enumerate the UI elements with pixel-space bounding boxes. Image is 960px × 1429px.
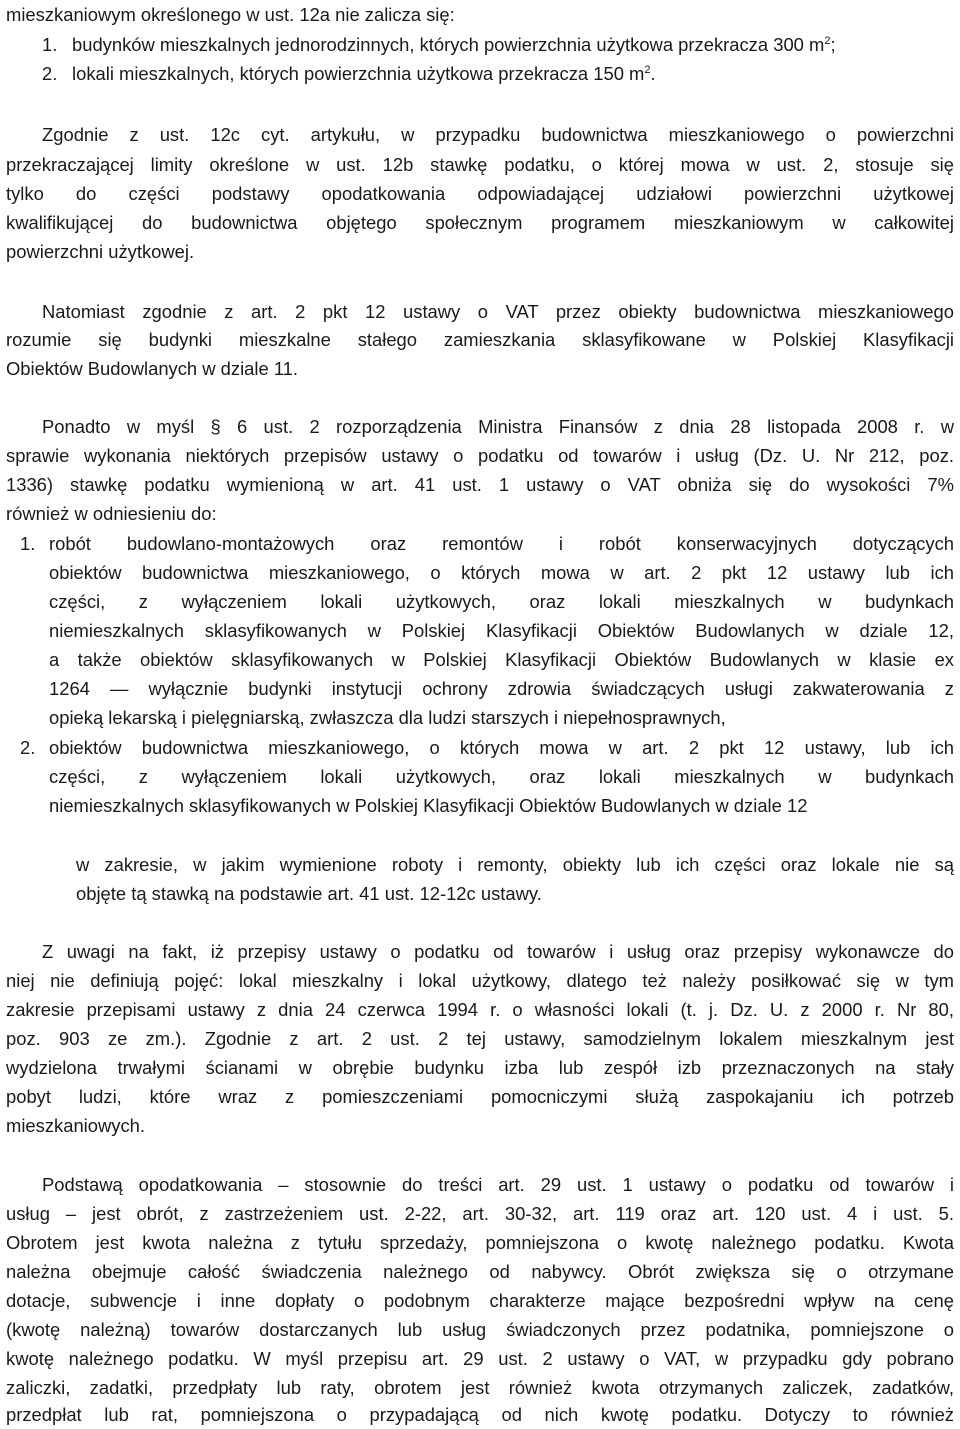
paragraph-line: Obiektów Budowlanych w dziale 11. bbox=[6, 358, 299, 379]
paragraph-line: również w odniesieniu do: bbox=[6, 503, 217, 524]
paragraph-line: niej nie definiują pojęć: lokal mieszkalny i lokal użytkowy, dlatego też należy posiłkować się w tym bbox=[6, 970, 954, 991]
paragraph-line: mieszkaniowych. bbox=[6, 1115, 145, 1136]
paragraph-line: przekraczającej limity określone w ust. 12b stawkę podatku, o której mowa w ust. 2, stosuje się bbox=[6, 154, 954, 175]
list-item-line: części, z wyłączeniem lokali użytkowych, oraz lokali mieszkalnych w budynkach bbox=[49, 591, 954, 612]
list-item-text: lokali mieszkalnych, których powierzchnia użytkowa przekracza 150 m bbox=[72, 63, 645, 84]
paragraph-line: objęte tą stawką na podstawie art. 41 ust. 12-12c ustawy. bbox=[76, 883, 542, 904]
paragraph-line: Ponadto w myśl § 6 ust. 2 rozporządzenia Ministra Finansów z dnia 28 listopada 2008 r. w bbox=[42, 416, 954, 437]
superscript: 2 bbox=[644, 63, 651, 76]
paragraph-line: Z uwagi na fakt, iż przepisy ustawy o podatku od towarów i usług oraz przepisy wykonawcze do bbox=[42, 941, 954, 962]
paragraph-line: 1336) stawkę podatku wymienioną w art. 41 ust. 1 ustawy o VAT obniża się do wysokości 7% bbox=[6, 474, 954, 495]
paragraph-line: usług – jest obrót, z zastrzeżeniem ust. 2-22, art. 30-32, art. 119 oraz art. 120 ust. 4 i ust. 5. bbox=[6, 1203, 954, 1224]
list-item-line: a także obiektów sklasyfikowanych w Polskiej Klasyfikacji Obiektów Budowlanych w klasie ex bbox=[49, 649, 954, 670]
paragraph-line: dotacje, subwencje i inne dopłaty o podobnym charakterze mające bezpośredni wpływ na cenę bbox=[6, 1290, 954, 1311]
list-item-line: robót budowlano-montażowych oraz remontów i robót konserwacyjnych dotyczących bbox=[49, 533, 954, 554]
list-item-tail: ; bbox=[830, 34, 836, 55]
list-number: 1. bbox=[42, 34, 58, 55]
list-item bbox=[42, 59, 954, 88]
paragraph-line: powierzchni użytkowej. bbox=[6, 241, 195, 262]
paragraph-line: należna obejmuje całość świadczenia należnego od nabywcy. Obrót zwiększa się o otrzymane bbox=[6, 1261, 954, 1282]
paragraph-line: (kwotę należną) towarów dostarczanych lub usług świadczonych przez podatnika, pomniejszone o bbox=[6, 1319, 954, 1340]
text-line: mieszkaniowym określonego w ust. 12a nie zalicza się: bbox=[6, 4, 455, 25]
paragraph-line: Obrotem jest kwota należna z tytułu sprzedaży, pomniejszona o kwotę należnego podatku. Kwota bbox=[6, 1232, 954, 1253]
paragraph-line: rozumie się budynki mieszkalne stałego zamieszkania sklasyfikowane w Polskiej Klasyfikacji bbox=[6, 329, 954, 350]
paragraph-line: tylko do części podstawy opodatkowania odpowiadającej udziałowi powierzchni użytkowej bbox=[6, 183, 954, 204]
paragraph-line: wydzielona trwałymi ścianami w obrębie budynku izba lub zespół izb przeznaczonych na stały bbox=[6, 1057, 954, 1078]
list-item-line: obiektów budownictwa mieszkaniowego, o których mowa w art. 2 pkt 12 ustawy, lub ich bbox=[49, 737, 954, 758]
list-item-line: 1264 — wyłącznie budynki instytucji ochrony zdrowia świadczących usługi zakwaterowania z bbox=[49, 678, 954, 699]
list-item-line: części, z wyłączeniem lokali użytkowych, oraz lokali mieszkalnych w budynkach bbox=[49, 766, 954, 787]
paragraph-line: kwalifikującej do budownictwa objętego społecznym programem mieszkaniowym w całkowitej bbox=[6, 212, 954, 233]
list-item-line: niemieszkalnych sklasyfikowanych w Polskiej Klasyfikacji Obiektów Budowlanych w dziale 12 bbox=[49, 795, 808, 816]
paragraph-line: Podstawą opodatkowania – stosownie do treści art. 29 ust. 1 ustawy o podatku od towarów i bbox=[42, 1174, 954, 1195]
list-number: 2. bbox=[20, 737, 36, 758]
paragraph-line: zakresie przepisami ustawy z dnia 24 czerwca 1994 r. o własności lokali (t. j. Dz. U. z 2000 r. Nr 80, bbox=[6, 999, 954, 1020]
paragraph-line: pobyt ludzi, które wraz z pomieszczeniami pomocniczymi służą zaspokajaniu ich potrzeb bbox=[6, 1086, 954, 1107]
superscript: 2 bbox=[824, 34, 831, 47]
paragraph-line: w zakresie, w jakim wymienione roboty i remonty, obiekty lub ich części oraz lokale nie są bbox=[76, 854, 954, 875]
list-item bbox=[42, 30, 954, 59]
paragraph-line: sprawie wykonania niektórych przepisów ustawy o podatku od towarów i usług (Dz. U. Nr 212, poz. bbox=[6, 445, 954, 466]
paragraph-line: Zgodnie z ust. 12c cyt. artykułu, w przypadku budownictwa mieszkaniowego o powierzchni bbox=[42, 124, 954, 145]
list-item-line: obiektów budownictwa mieszkaniowego, o których mowa w art. 2 pkt 12 ustawy lub ich bbox=[49, 562, 954, 583]
list-item-text: budynków mieszkalnych jednorodzinnych, których powierzchnia użytkowa przekracza 300 m bbox=[72, 34, 825, 55]
paragraph-line: przedpłat lub rat, pomniejszona o przypadającą od nich kwotę podatku. Dotyczy to również bbox=[6, 1404, 954, 1425]
list-number: 2. bbox=[42, 63, 58, 84]
list-item-tail: . bbox=[650, 63, 656, 84]
paragraph-line: Natomiast zgodnie z art. 2 pkt 12 ustawy o VAT przez obiekty budownictwa mieszkaniowego bbox=[42, 301, 954, 322]
paragraph-line: poz. 903 ze zm.). Zgodnie z art. 2 ust. 2 tej ustawy, samodzielnym lokalem mieszkalnym jest bbox=[6, 1028, 954, 1049]
paragraph-line: kwotę należnego podatku. W myśl przepisu art. 29 ust. 2 ustawy o VAT, w przypadku gdy pobrano bbox=[6, 1348, 954, 1369]
list-item-line: niemieszkalnych sklasyfikowanych w Polskiej Klasyfikacji Obiektów Budowlanych w dziale 12, bbox=[49, 620, 954, 641]
paragraph-line: zaliczki, zadatki, przedpłaty lub raty, obrotem jest również kwota otrzymanych zaliczek, zadatków, bbox=[6, 1377, 954, 1398]
list-number: 1. bbox=[20, 533, 36, 554]
list-item-line: opieką lekarską i pielęgniarską, zwłaszcza dla ludzi starszych i niepełnosprawnych, bbox=[49, 707, 726, 728]
